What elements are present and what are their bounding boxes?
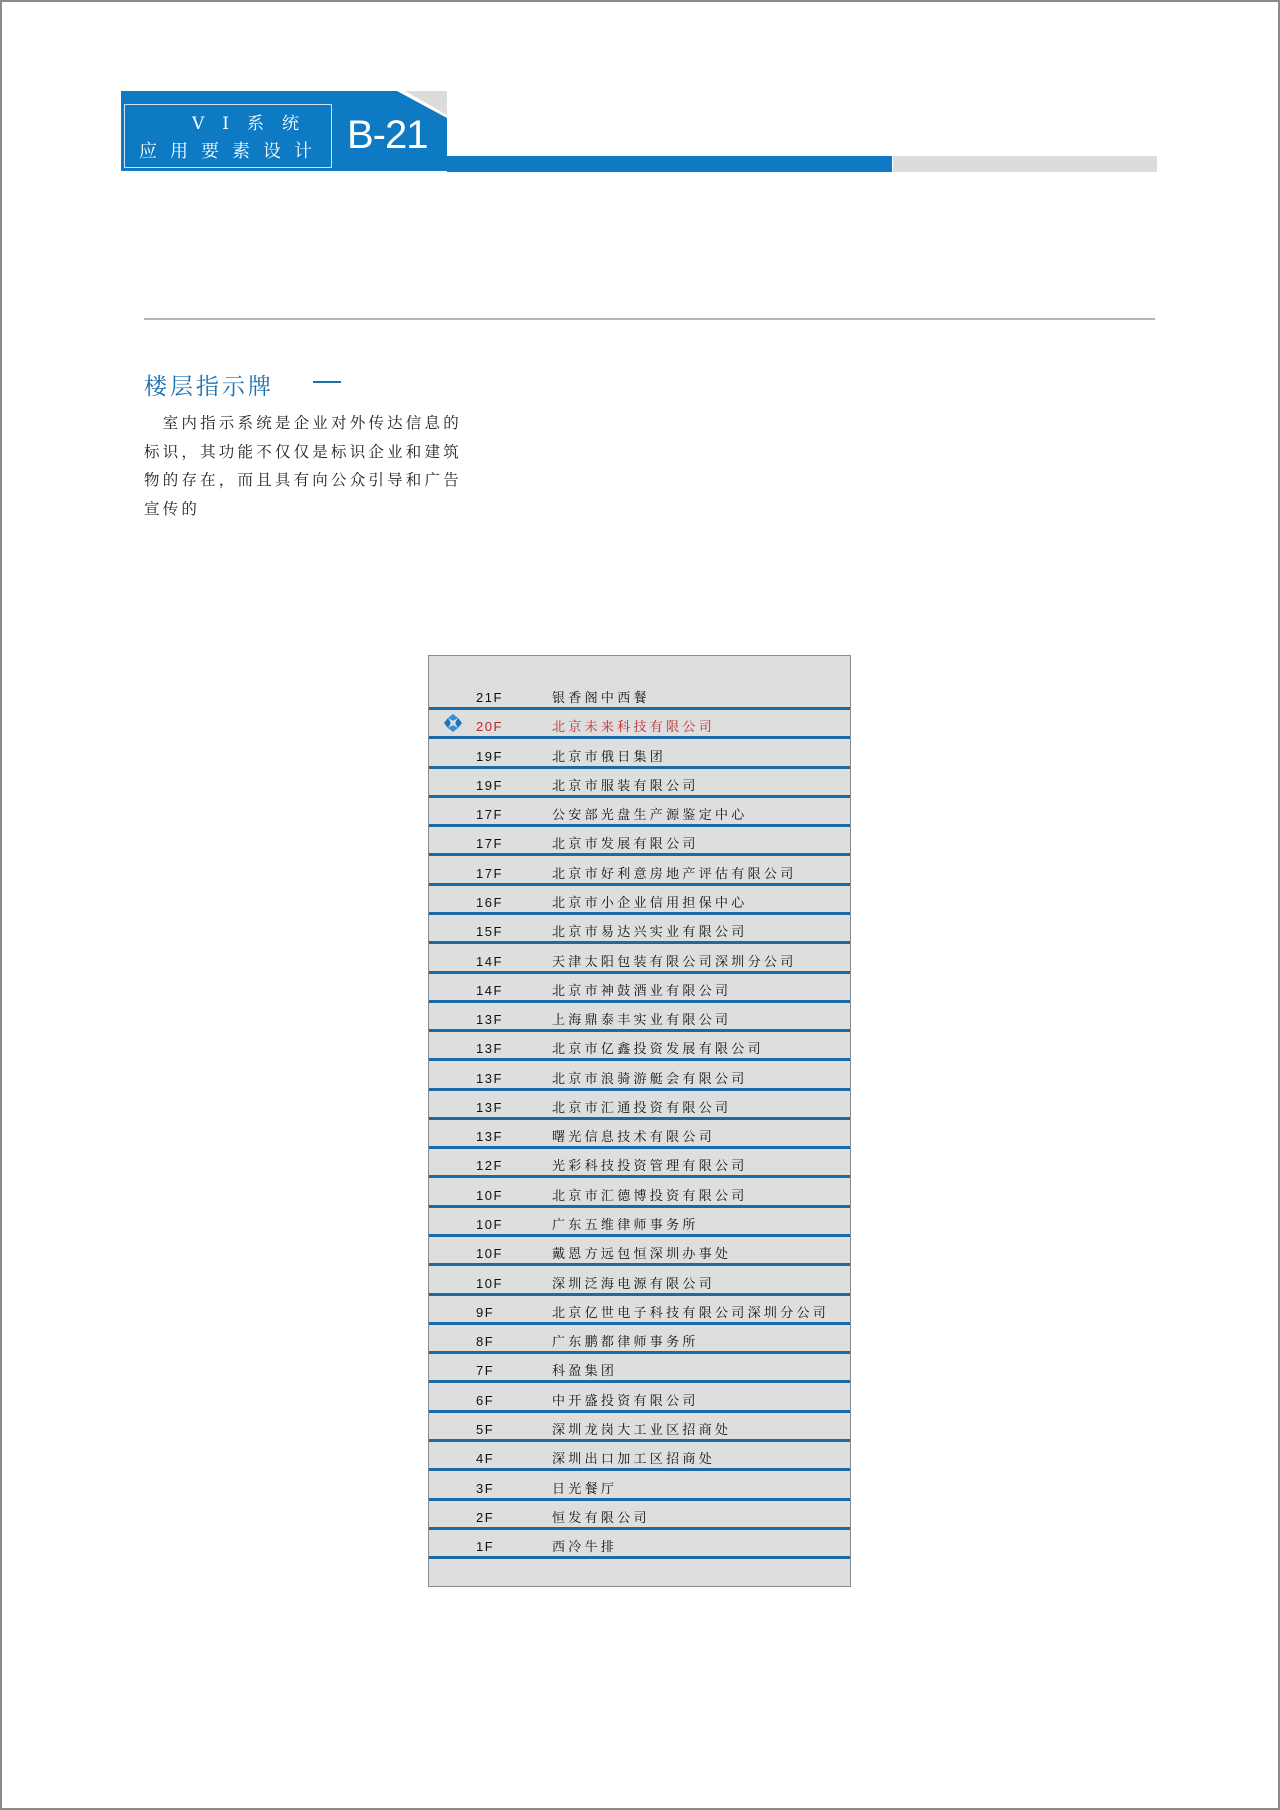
directory-row bbox=[429, 710, 850, 739]
tenant-name: 深圳泛海电源有限公司 bbox=[552, 1276, 716, 1292]
tenant-name: 北京市易达兴实业有限公司 bbox=[552, 925, 748, 941]
company-logo-icon bbox=[443, 713, 463, 733]
floor-number: 5F bbox=[476, 1421, 495, 1437]
directory-row bbox=[429, 1383, 850, 1412]
directory-row bbox=[429, 798, 850, 827]
floor-number: 17F bbox=[476, 865, 503, 881]
directory-row bbox=[429, 1032, 850, 1061]
tenant-name: 北京市汇德博投资有限公司 bbox=[552, 1188, 748, 1204]
floor-number: 10F bbox=[476, 1217, 503, 1233]
tenant-name: 银香阁中西餐 bbox=[552, 690, 650, 706]
tenant-name: 北京市发展有限公司 bbox=[552, 837, 699, 853]
tenant-name: 北京市神鼓酒业有限公司 bbox=[552, 983, 732, 999]
tenant-name: 深圳龙岗大工业区招商处 bbox=[552, 1422, 732, 1438]
floor-number: 13F bbox=[476, 1129, 503, 1145]
floor-number: 19F bbox=[476, 748, 503, 764]
tenant-name: 戴恩方远包恒深圳办事处 bbox=[552, 1247, 732, 1263]
tenant-name: 广东五维律师事务所 bbox=[552, 1218, 699, 1234]
floor-number: 13F bbox=[476, 1099, 503, 1115]
floor-number: 20F bbox=[476, 719, 503, 735]
directory-row bbox=[429, 1413, 850, 1442]
floor-number: 6F bbox=[476, 1392, 495, 1408]
floor-number: 17F bbox=[476, 807, 503, 823]
section-description bbox=[144, 409, 474, 523]
floor-number: 13F bbox=[476, 1041, 503, 1057]
floor-number: 19F bbox=[476, 777, 503, 793]
directory-row bbox=[429, 769, 850, 798]
header-bar-blue bbox=[447, 156, 892, 172]
floor-number: 10F bbox=[476, 1187, 503, 1203]
directory-row bbox=[429, 1091, 850, 1120]
floor-number: 8F bbox=[476, 1334, 495, 1350]
floor-number: 14F bbox=[476, 982, 503, 998]
directory-row bbox=[429, 1003, 850, 1032]
directory-row bbox=[429, 1178, 850, 1207]
directory-row bbox=[429, 1120, 850, 1149]
floor-number: 14F bbox=[476, 953, 503, 969]
tenant-name: 北京市俄日集团 bbox=[552, 749, 667, 765]
floor-number: 15F bbox=[476, 924, 503, 940]
tenant-name: 中开盛投资有限公司 bbox=[552, 1393, 699, 1409]
floor-number: 4F bbox=[476, 1451, 495, 1467]
directory-row bbox=[429, 1237, 850, 1266]
directory-row bbox=[429, 1501, 850, 1530]
floor-number: 1F bbox=[476, 1539, 495, 1555]
tenant-name: 北京市好利意房地产评估有限公司 bbox=[552, 866, 797, 882]
description-text: 室内指示系统是企业对外传达信息的标识，其功能不仅仅是标识企业和建筑物的存在，而且具有向公众引导和广告宣传的 bbox=[144, 414, 462, 518]
tenant-name: 科盈集团 bbox=[552, 1364, 618, 1380]
tenant-name: 天津太阳包装有限公司深圳分公司 bbox=[552, 954, 797, 970]
directory-row bbox=[429, 944, 850, 973]
floor-number: 16F bbox=[476, 894, 503, 910]
directory-row bbox=[429, 739, 850, 768]
floor-directory-board bbox=[428, 655, 851, 1587]
row-divider bbox=[429, 1556, 850, 1559]
tenant-name: 北京市服装有限公司 bbox=[552, 778, 699, 794]
directory-row bbox=[429, 1208, 850, 1237]
title-dash bbox=[313, 381, 341, 383]
tenant-name: 北京未来科技有限公司 bbox=[552, 720, 716, 736]
tenant-name: 公安部光盘生产源鉴定中心 bbox=[552, 808, 748, 824]
tenant-name: 光彩科技投资管理有限公司 bbox=[552, 1159, 748, 1175]
tenant-name: 北京市汇通投资有限公司 bbox=[552, 1100, 732, 1116]
directory-row bbox=[429, 856, 850, 885]
header-subtitle: 应用要素设计 bbox=[139, 141, 325, 162]
directory-row bbox=[429, 827, 850, 856]
floor-number: 10F bbox=[476, 1246, 503, 1262]
floor-number: 9F bbox=[476, 1304, 495, 1320]
tenant-name: 北京亿世电子科技有限公司深圳分公司 bbox=[552, 1305, 830, 1321]
tenant-name: 恒发有限公司 bbox=[552, 1510, 650, 1526]
header-bar-gray bbox=[893, 156, 1157, 172]
directory-row bbox=[429, 1354, 850, 1383]
floor-number: 2F bbox=[476, 1509, 495, 1525]
tenant-name: 日光餐厅 bbox=[552, 1481, 618, 1497]
tenant-name: 广东鹏都律师事务所 bbox=[552, 1335, 699, 1351]
floor-number: 13F bbox=[476, 1012, 503, 1028]
floor-number: 21F bbox=[476, 689, 503, 705]
tenant-name: 深圳出口加工区招商处 bbox=[552, 1452, 716, 1468]
section-title: 楼层指示牌 bbox=[144, 374, 274, 400]
floor-number: 7F bbox=[476, 1363, 495, 1379]
directory-row bbox=[429, 1296, 850, 1325]
directory-row bbox=[429, 974, 850, 1003]
floor-number: 12F bbox=[476, 1158, 503, 1174]
directory-row bbox=[429, 886, 850, 915]
tenant-name: 曙光信息技术有限公司 bbox=[552, 1130, 716, 1146]
divider bbox=[144, 318, 1155, 320]
directory-row bbox=[429, 1530, 850, 1559]
header-system-label: VI系统 bbox=[192, 114, 317, 134]
tenant-name: 北京市亿鑫投资发展有限公司 bbox=[552, 1042, 764, 1058]
floor-number: 3F bbox=[476, 1480, 495, 1496]
directory-row bbox=[429, 1325, 850, 1354]
floor-number: 17F bbox=[476, 836, 503, 852]
floor-number: 10F bbox=[476, 1275, 503, 1291]
directory-row bbox=[429, 681, 850, 710]
directory-row bbox=[429, 1442, 850, 1471]
floor-number: 13F bbox=[476, 1070, 503, 1086]
tenant-name: 北京市浪骑游艇会有限公司 bbox=[552, 1071, 748, 1087]
header-title-box bbox=[124, 104, 332, 168]
directory-row bbox=[429, 1266, 850, 1295]
tenant-name: 上海鼎泰丰实业有限公司 bbox=[552, 1013, 732, 1029]
directory-row bbox=[429, 915, 850, 944]
directory-row bbox=[429, 1061, 850, 1090]
page-code: B-21 bbox=[347, 113, 428, 157]
tenant-name: 西冷牛排 bbox=[552, 1540, 618, 1556]
directory-row bbox=[429, 1149, 850, 1178]
tenant-name: 北京市小企业信用担保中心 bbox=[552, 895, 748, 911]
directory-row bbox=[429, 1471, 850, 1500]
